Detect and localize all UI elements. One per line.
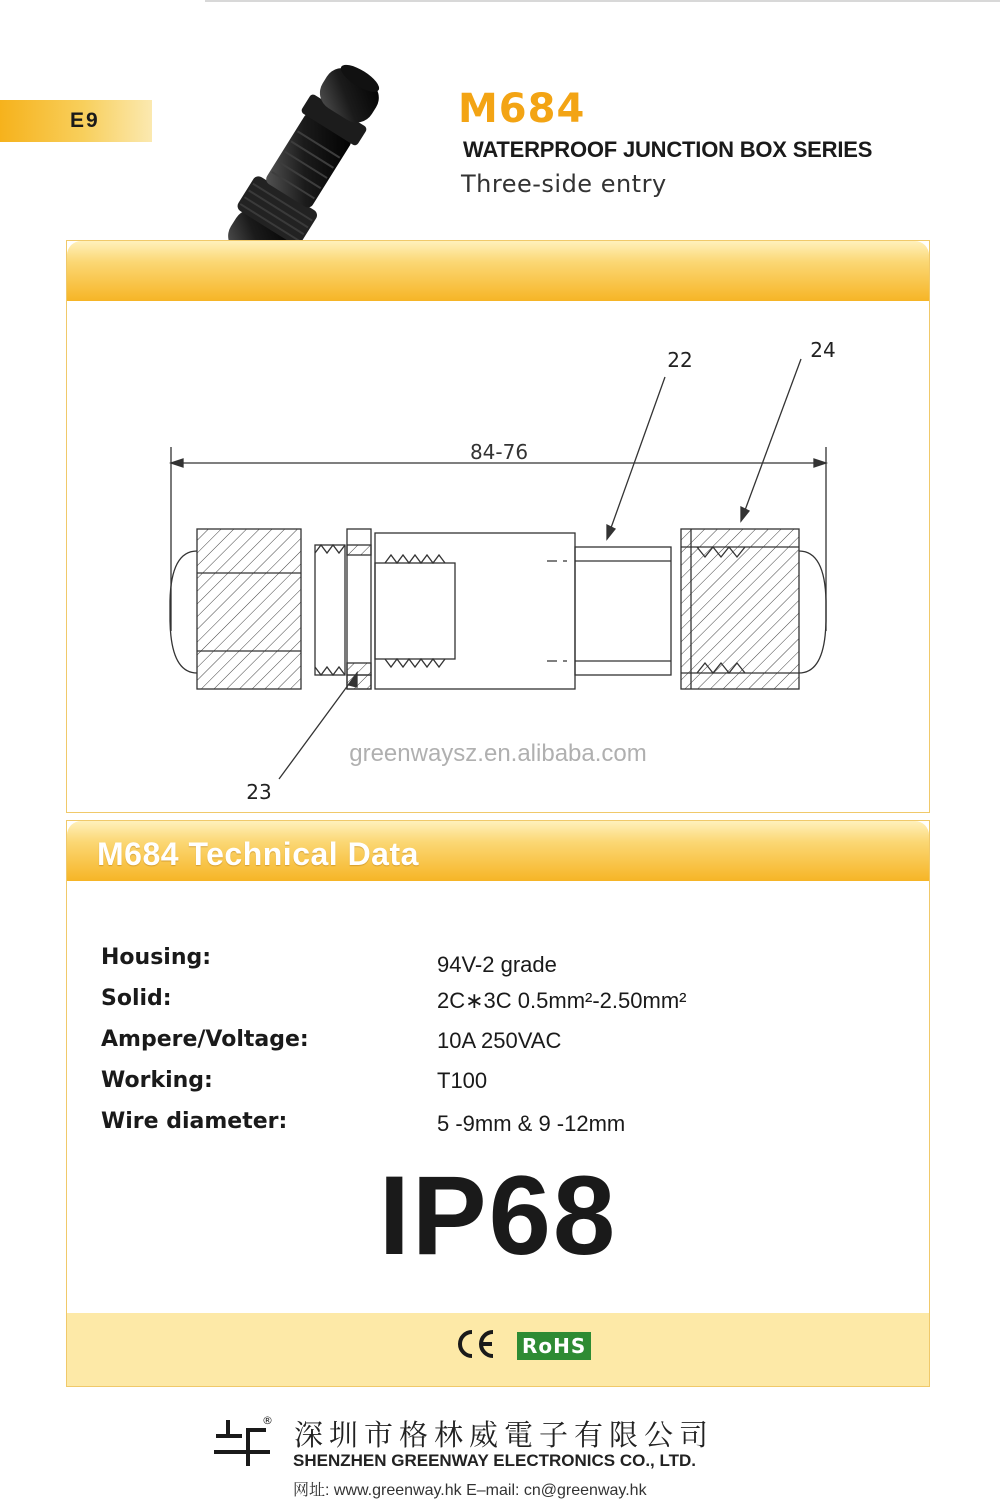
spec-label-housing: Housing: bbox=[101, 945, 212, 970]
spec-value-solid: 2C∗3C 0.5mm²-2.50mm² bbox=[437, 988, 687, 1013]
registered-mark: ® bbox=[262, 1414, 273, 1427]
section-tab-label: E9 bbox=[70, 109, 100, 132]
spec-value-ampere-voltage: 10A 250VAC bbox=[437, 1028, 562, 1053]
top-rule bbox=[205, 0, 1000, 2]
model-number: M684 bbox=[458, 86, 586, 132]
certification-bar bbox=[67, 1313, 929, 1386]
rohs-badge: RoHS bbox=[517, 1332, 591, 1360]
spec-label-wire-diameter: Wire diameter: bbox=[101, 1109, 288, 1134]
spec-label-working: Working: bbox=[101, 1068, 213, 1093]
company-name-cn: 深圳市格林威電子有限公司 bbox=[294, 1418, 715, 1452]
spec-value-housing: 94V-2 grade bbox=[437, 952, 557, 977]
spec-label-ampere-voltage: Ampere/Voltage: bbox=[101, 1027, 309, 1052]
callout-23: 23 bbox=[246, 780, 272, 804]
ce-mark-icon bbox=[455, 1328, 497, 1360]
technical-data-panel bbox=[66, 820, 930, 1387]
contact-line: 网址: www.greenway.hk E–mail: cn@greenway.hk bbox=[293, 1482, 647, 1499]
entry-type: Three-side entry bbox=[461, 170, 667, 198]
dimension-label: 84-76 bbox=[469, 440, 529, 464]
callout-22: 22 bbox=[667, 348, 693, 372]
technical-data-title: M684 Technical Data bbox=[97, 836, 419, 872]
spec-value-wire-diameter: 5 -9mm & 9 -12mm bbox=[437, 1111, 626, 1136]
spec-value-working: T100 bbox=[437, 1068, 488, 1093]
watermark: greenwaysz.en.alibaba.com bbox=[349, 740, 647, 767]
company-name-en: SHENZHEN GREENWAY ELECTRONICS CO., LTD. bbox=[293, 1451, 697, 1470]
series-title: WATERPROOF JUNCTION BOX SERIES bbox=[463, 137, 873, 162]
technical-drawing bbox=[67, 301, 929, 811]
drawing-panel-header bbox=[67, 241, 929, 301]
ip-rating: IP68 bbox=[378, 1153, 618, 1278]
callout-24: 24 bbox=[810, 338, 836, 362]
drawing-panel bbox=[66, 240, 930, 813]
spec-label-solid: Solid: bbox=[101, 986, 172, 1011]
section-tab bbox=[0, 100, 152, 142]
